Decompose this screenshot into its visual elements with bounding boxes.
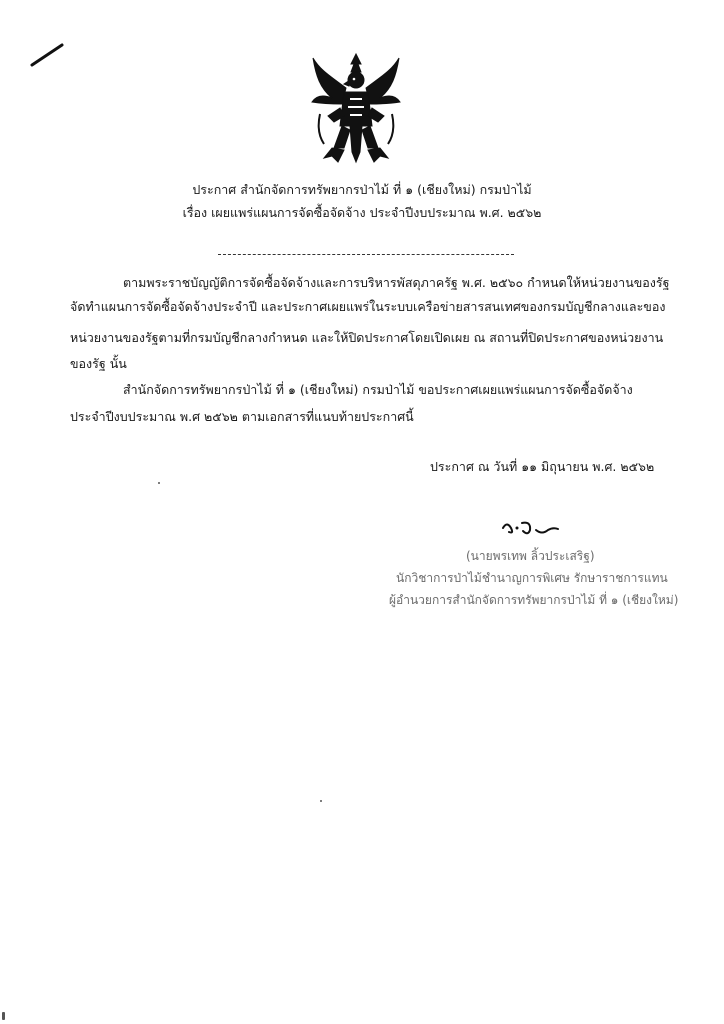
announcement-title: ประกาศ สำนักจัดการทรัพยากรป่าไม้ ที่ ๑ (เชียงใหม่) กรมป่าไม้ <box>192 182 532 197</box>
body-paragraph-2-line-1: สำนักจัดการทรัพยากรป่าไม้ ที่ ๑ (เชียงใหม่) กรมป่าไม้ ขอประกาศเผยแพร่แผนการจัดซื้อจัดจ้าง <box>123 382 633 397</box>
body-paragraph-1-line-2: จัดทำแผนการจัดซื้อจัดจ้างประจำปี และประกาศเผยแพร่ในระบบเครือข่ายสารสนเทศของกรมบัญชีกลางและของ <box>70 299 666 314</box>
scan-speck <box>320 800 322 802</box>
announcement-date: ประกาศ ณ วันที่ ๑๑ มิถุนายน พ.ศ. ๒๕๖๒ <box>430 459 655 474</box>
body-paragraph-1-line-4: ของรัฐ นั้น <box>70 356 127 371</box>
signatory-position-line-1: นักวิชาการป่าไม้ชำนาญการพิเศษ รักษาราชการแทน <box>396 571 668 585</box>
body-paragraph-1-line-1: ตามพระราชบัญญัติการจัดซื้อจัดจ้างและการบริหารพัสดุภาครัฐ พ.ศ. ๒๕๖๐ กำหนดให้หน่วยงานของรัฐ <box>123 275 670 290</box>
body-paragraph-2-line-2: ประจำปีงบประมาณ พ.ศ ๒๕๖๒ ตามเอกสารที่แนบท้ายประกาศนี้ <box>70 409 414 424</box>
signatory-position-line-2: ผู้อำนวยการสำนักจัดการทรัพยากรป่าไม้ ที่ ๑ (เชียงใหม่) <box>389 593 679 607</box>
handwritten-signature <box>500 514 560 540</box>
scan-speck <box>158 482 160 484</box>
body-paragraph-1-line-3: หน่วยงานของรัฐตามที่กรมบัญชีกลางกำหนด และให้ปิดประกาศโดยเปิดเผย ณ สถานที่ปิดประกาศของหน่วยงาน <box>70 330 664 345</box>
divider-dashed <box>218 254 514 255</box>
pen-mark <box>30 42 64 68</box>
signatory-name: (นายพรเทพ ลิ้วประเสริฐ) <box>466 549 595 563</box>
scan-edge-mark <box>2 1012 5 1020</box>
garuda-emblem-icon <box>310 52 402 164</box>
announcement-subject: เรื่อง เผยแพร่แผนการจัดซื้อจัดจ้าง ประจำปีงบประมาณ พ.ศ. ๒๕๖๒ <box>182 205 542 220</box>
